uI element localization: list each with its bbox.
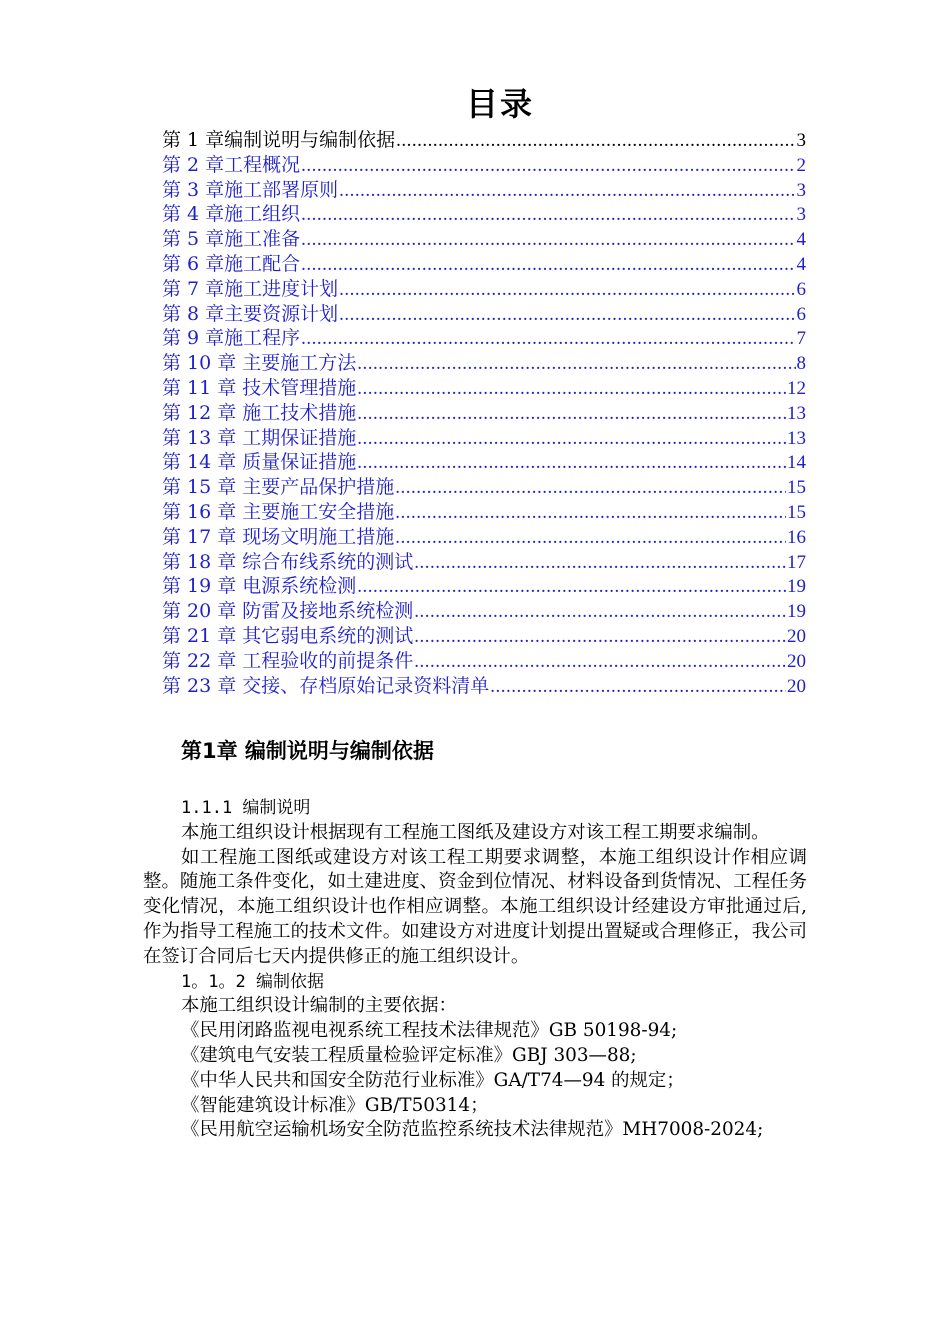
- toc-entry-page-number: 4: [796, 229, 806, 251]
- toc-leader-dots: [357, 451, 786, 476]
- toc-leader-dots: [339, 278, 795, 303]
- toc-entry-label: 第 12 章 施工技术措施: [162, 401, 357, 424]
- toc-entry-chapter-18[interactable]: [162, 550, 806, 575]
- toc-leader-dots: [339, 179, 795, 204]
- toc-entry-page-number: 8: [796, 353, 806, 375]
- toc-entry-label: 第 22 章 工程验收的前提条件: [162, 649, 414, 672]
- toc-leader-dots: [414, 650, 786, 675]
- toc-entry-page-number: 3: [796, 179, 806, 201]
- toc-entry-page-number: 15: [787, 501, 806, 523]
- toc-leader-dots: [301, 154, 795, 179]
- chapter-body: [143, 796, 807, 1143]
- toc-entry-chapter-4[interactable]: [162, 202, 806, 227]
- toc-entry-label: 第 1 章编制说明与编制依据: [162, 129, 396, 151]
- paragraph: 本施工组织设计根据现有工程施工图纸及建设方对该工程工期要求编制。: [181, 821, 770, 843]
- toc-entry-chapter-19[interactable]: [162, 574, 806, 599]
- toc-entry-label: 第 3 章施工部署原则: [162, 178, 339, 201]
- toc-entry-page-number: 6: [796, 303, 806, 325]
- toc-entry-chapter-20[interactable]: [162, 599, 806, 624]
- toc-entry-chapter-10[interactable]: [162, 351, 806, 376]
- toc-entry-page-number: 20: [787, 675, 806, 697]
- toc-leader-dots: [396, 129, 795, 154]
- toc-entry-chapter-14[interactable]: [162, 450, 806, 475]
- reference-item: 《民用航空运输机场安全防范监控系统技术法律规范》MH7008-2024;: [181, 1119, 764, 1141]
- toc-entry-chapter-2[interactable]: [162, 153, 806, 178]
- toc-leader-dots: [395, 526, 786, 551]
- toc-entry-page-number: 12: [787, 377, 806, 399]
- toc-leader-dots: [301, 228, 795, 253]
- toc-entry-chapter-13[interactable]: [162, 426, 806, 451]
- toc-entry-page-number: 3: [796, 204, 806, 226]
- toc-entry-chapter-16[interactable]: [162, 500, 806, 525]
- table-of-contents: [162, 128, 806, 698]
- toc-entry-chapter-7[interactable]: [162, 277, 806, 302]
- toc-leader-dots: [357, 427, 786, 452]
- toc-leader-dots: [395, 501, 786, 526]
- toc-entry-chapter-5[interactable]: [162, 227, 806, 252]
- toc-leader-dots: [395, 476, 786, 501]
- toc-entry-page-number: 14: [787, 452, 806, 474]
- toc-entry-chapter-11[interactable]: [162, 376, 806, 401]
- toc-entry-page-number: 19: [787, 576, 806, 598]
- toc-leader-dots: [301, 253, 795, 278]
- toc-entry-page-number: 17: [787, 551, 806, 573]
- toc-entry-label: 第 9 章施工程序: [162, 327, 301, 350]
- toc-entry-label: 第 15 章 主要产品保护措施: [162, 476, 395, 499]
- toc-entry-page-number: 13: [787, 402, 806, 424]
- toc-entry-label: 第 23 章 交接、存档原始记录资料清单: [162, 674, 490, 697]
- toc-title: 目录: [465, 85, 534, 123]
- reference-item: 《建筑电气安装工程质量检验评定标准》GBJ 303—88;: [181, 1044, 637, 1066]
- toc-entry-page-number: 3: [796, 130, 806, 151]
- toc-entry-label: 第 18 章 综合布线系统的测试: [162, 550, 414, 573]
- toc-entry-chapter-3[interactable]: [162, 178, 806, 203]
- toc-leader-dots: [301, 203, 795, 228]
- toc-entry-chapter-23[interactable]: [162, 674, 806, 699]
- toc-leader-dots: [490, 675, 786, 700]
- reference-item: 《智能建筑设计标准》GB/T50314；: [181, 1094, 489, 1116]
- toc-entry-label: 第 10 章 主要施工方法: [162, 352, 357, 375]
- toc-entry-label: 第 19 章 电源系统检测: [162, 575, 357, 598]
- toc-leader-dots: [414, 625, 786, 650]
- reference-item: 《民用闭路监视电视系统工程技术法律规范》GB 50198-94;: [181, 1020, 678, 1042]
- toc-entry-page-number: 16: [787, 526, 806, 548]
- toc-entry-chapter-17[interactable]: [162, 525, 806, 550]
- toc-entry-label: 第 21 章 其它弱电系统的测试: [162, 624, 414, 647]
- toc-entry-chapter-12[interactable]: [162, 401, 806, 426]
- toc-entry-page-number: 6: [796, 278, 806, 300]
- paragraph: 如工程施工图纸或建设方对该工程工期要求调整，本施工组织设计作相应调整。随施工条件变化，如土建进度、资金到位情况、材料设备到货情况、工程任务变化情况，本施工组织设计也作相应调整。本施工组织设计经建设方审批通过后,作为指导工程施工的技术文件。如建设方对进度计划提出置疑或合理修正，我公司在签订合同后七天内提供修正的施工组织设计。: [143, 846, 807, 967]
- toc-leader-dots: [414, 551, 786, 576]
- toc-entry-label: 第 17 章 现场文明施工措施: [162, 525, 395, 548]
- toc-entry-chapter-21[interactable]: [162, 624, 806, 649]
- toc-entry-label: 第 11 章 技术管理措施: [162, 376, 357, 399]
- paragraph: 本施工组织设计编制的主要依据：: [181, 995, 457, 1017]
- section-heading-1-1-2: 1。1。2 编制依据: [181, 971, 324, 992]
- chapter-heading: 第1章 编制说明与编制依据: [181, 739, 434, 763]
- toc-entry-label: 第 13 章 工期保证措施: [162, 426, 357, 449]
- toc-entry-chapter-22[interactable]: [162, 649, 806, 674]
- toc-entry-chapter-1[interactable]: [162, 128, 806, 153]
- toc-entry-page-number: 15: [787, 477, 806, 499]
- toc-leader-dots: [357, 575, 786, 600]
- section-heading-1-1-1: 1.1.1 编制说明: [181, 798, 311, 818]
- toc-entry-label: 第 20 章 防雷及接地系统检测: [162, 600, 414, 623]
- toc-entry-page-number: 2: [796, 154, 806, 176]
- toc-entry-chapter-9[interactable]: [162, 326, 806, 351]
- toc-leader-dots: [357, 402, 786, 427]
- toc-leader-dots: [339, 303, 795, 328]
- toc-entry-chapter-15[interactable]: [162, 475, 806, 500]
- toc-entry-chapter-6[interactable]: [162, 252, 806, 277]
- toc-entry-label: 第 8 章主要资源计划: [162, 302, 339, 325]
- toc-entry-label: 第 16 章 主要施工安全措施: [162, 500, 395, 523]
- toc-leader-dots: [301, 327, 795, 352]
- toc-entry-page-number: 20: [787, 650, 806, 672]
- toc-entry-chapter-8[interactable]: [162, 302, 806, 327]
- toc-leader-dots: [414, 600, 786, 625]
- toc-entry-label: 第 7 章施工进度计划: [162, 277, 339, 300]
- reference-item: 《中华人民共和国安全防范行业标准》GA/T74—94 的规定；: [181, 1069, 685, 1091]
- toc-entry-label: 第 5 章施工准备: [162, 228, 301, 251]
- toc-entry-page-number: 13: [787, 427, 806, 449]
- toc-entry-page-number: 4: [796, 253, 806, 275]
- toc-leader-dots: [357, 352, 795, 377]
- toc-entry-page-number: 20: [787, 625, 806, 647]
- toc-entry-label: 第 14 章 质量保证措施: [162, 451, 357, 474]
- toc-entry-label: 第 4 章施工组织: [162, 203, 301, 226]
- toc-entry-label: 第 6 章施工配合: [162, 252, 301, 275]
- toc-leader-dots: [357, 377, 786, 402]
- toc-entry-page-number: 7: [796, 328, 806, 350]
- toc-entry-page-number: 19: [787, 601, 806, 623]
- toc-entry-label: 第 2 章工程概况: [162, 153, 301, 176]
